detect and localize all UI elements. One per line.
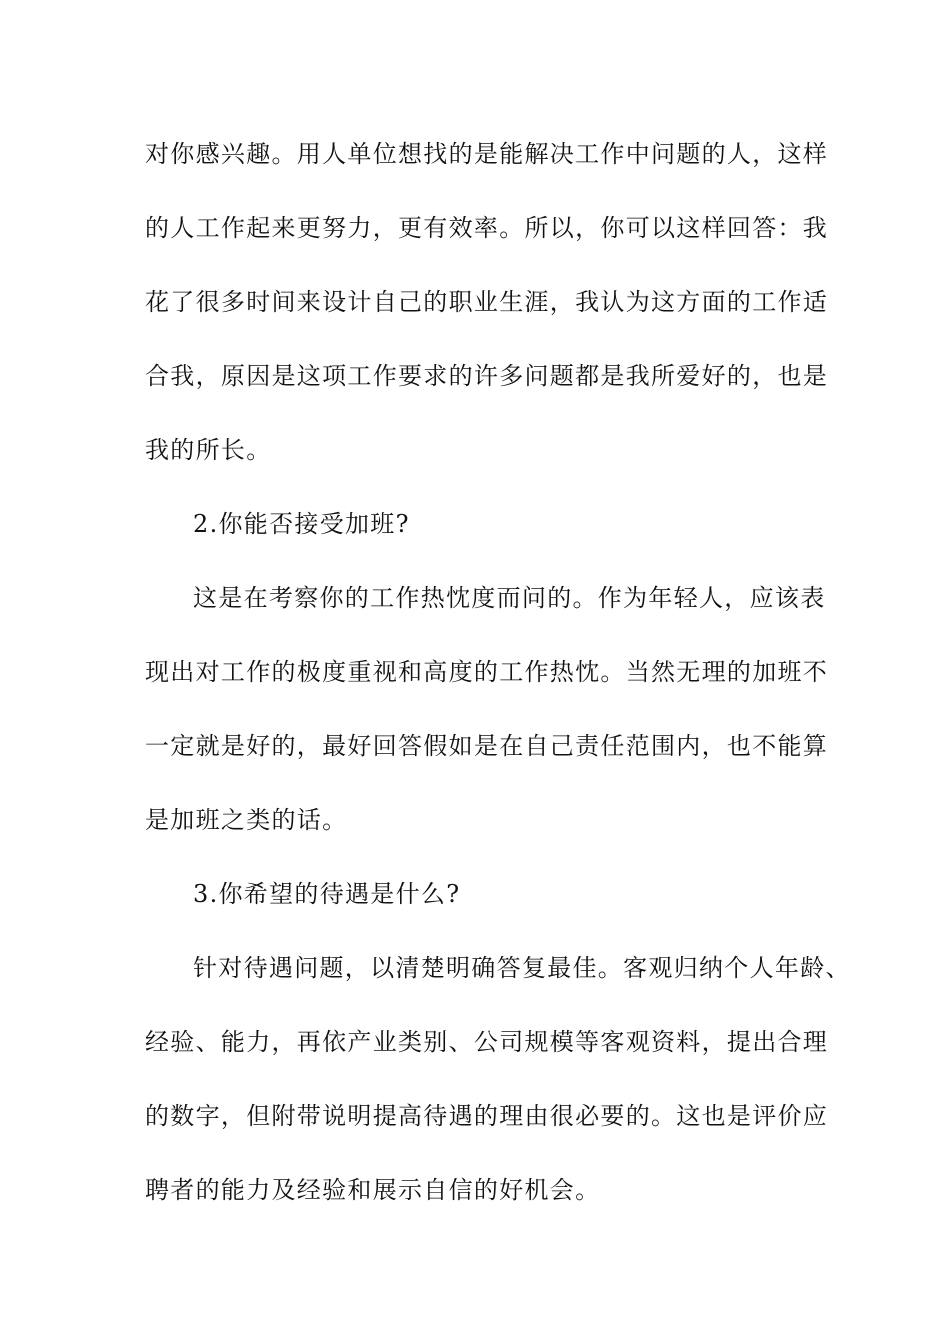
question-heading-3: 3.你希望的待遇是什么? (193, 880, 461, 908)
text-line: 一定就是好的，最好回答假如是在自己责任范围内，也不能算 (145, 732, 829, 760)
question-heading-2: 2.你能否接受加班? (193, 510, 410, 538)
text-line: 聘者的能力及经验和展示自信的好机会。 (145, 1176, 601, 1204)
text-line: 花了很多时间来设计自己的职业生涯，我认为这方面的工作适 (145, 288, 829, 316)
text-line: 我的所长。 (145, 436, 272, 464)
text-line: 对你感兴趣。用人单位想找的是能解决工作中问题的人，这样 (145, 140, 829, 168)
text-line: 是加班之类的话。 (145, 806, 348, 834)
text-line: 的数字，但附带说明提高待遇的理由很必要的。这也是评价应 (145, 1102, 829, 1130)
text-line: 这是在考察你的工作热忱度而问的。作为年轻人，应该表 (193, 584, 826, 612)
text-line: 的人工作起来更努力，更有效率。所以，你可以这样回答：我 (145, 214, 829, 242)
text-line: 现出对工作的极度重视和高度的工作热忱。当然无理的加班不 (145, 658, 829, 686)
text-line: 经验、能力，再依产业类别、公司规模等客观资料，提出合理 (145, 1028, 829, 1056)
text-line: 合我，原因是这项工作要求的许多问题都是我所爱好的，也是 (145, 362, 829, 390)
text-line: 针对待遇问题，以清楚明确答复最佳。客观归纳个人年龄、 (193, 954, 851, 982)
